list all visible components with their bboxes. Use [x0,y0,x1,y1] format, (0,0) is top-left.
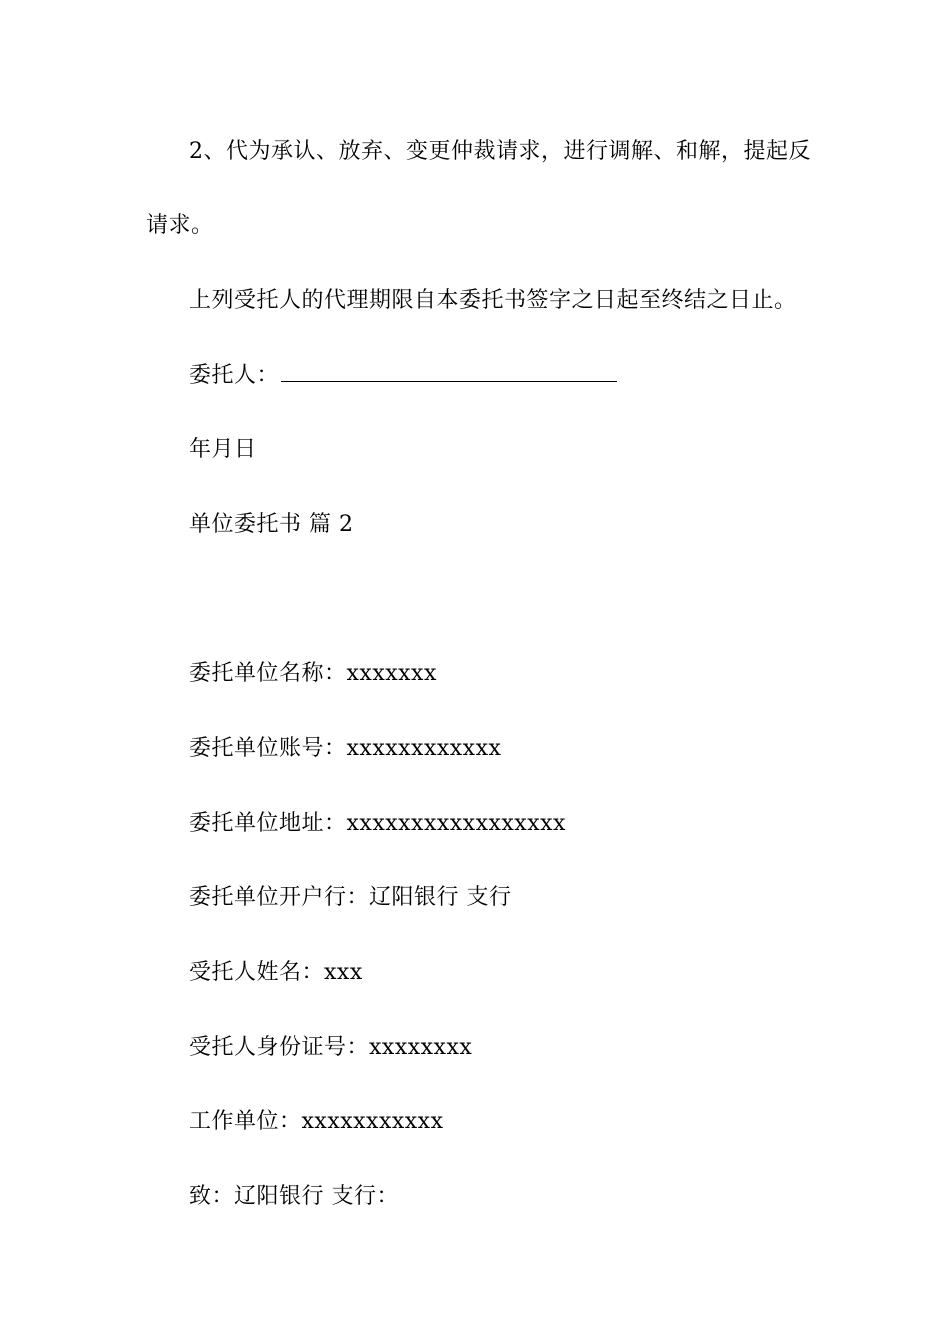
section-title: 单位委托书 篇 2 [189,512,354,537]
work-unit-field: 工作单位：xxxxxxxxxxx [189,1109,444,1134]
principal-label: 委托人： [189,363,280,388]
unit-name-field: 委托单位名称：xxxxxxx [189,661,437,686]
paragraph-authority-line-1: 2、代为承认、放弃、变更仲裁请求，进行调解、和解，提起反 [189,139,811,164]
paragraph-authority-line-2: 请求。 [146,213,214,238]
signature-blank [281,361,617,382]
agent-name-field: 受托人姓名：xxx [189,960,363,985]
unit-bank-field: 委托单位开户行：辽阳银行 支行 [189,885,512,910]
date-line: 年月日 [189,437,257,462]
addressee-line: 致：辽阳银行 支行： [189,1184,399,1209]
unit-address-field: 委托单位地址：xxxxxxxxxxxxxxxxx [189,811,566,836]
agent-id-field: 受托人身份证号：xxxxxxxx [189,1035,473,1060]
agency-period-text: 上列受托人的代理期限自本委托书签字之日起至终结之日止。 [189,288,797,313]
unit-account-field: 委托单位账号：xxxxxxxxxxxx [189,736,502,761]
principal-signature-line [189,361,617,391]
